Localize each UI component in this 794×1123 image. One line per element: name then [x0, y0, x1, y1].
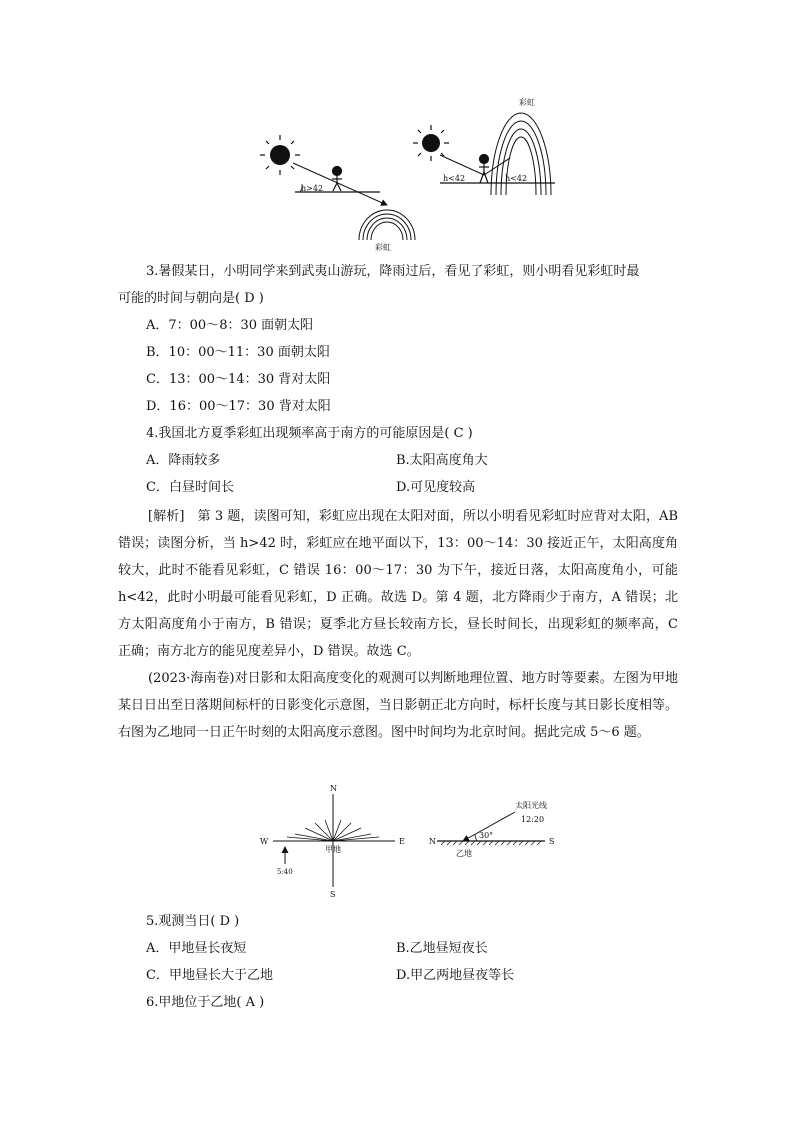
q5-stem: 5.观测当日( D ): [146, 914, 240, 929]
place-label: 乙地: [456, 849, 472, 858]
q5-option-b: B.乙地昼短夜长: [396, 941, 488, 956]
rainbow-diagram-right: [413, 97, 555, 195]
q5-option-c: C．甲地昼长大于乙地: [146, 968, 273, 983]
sun-icon: [413, 125, 449, 161]
shadow-lines: [287, 818, 379, 841]
q4-option-d: D.可见度较高: [396, 480, 476, 495]
east-label: E: [399, 837, 405, 846]
q3-option-d: D．16：00～17：30 背对太阳: [146, 399, 331, 414]
angle-label: 30°: [479, 831, 494, 840]
south-label: S: [549, 837, 555, 846]
sun-icon: [260, 135, 300, 175]
q4-option-c: C．白昼时间长: [146, 480, 234, 495]
rainbow-arcs: [359, 210, 415, 240]
angle-label-right: h<42: [505, 174, 528, 183]
angle-label: h>42: [301, 184, 324, 193]
q5-option-d: D.甲乙两地昼夜等长: [396, 968, 515, 983]
shadow-diagram-left: [260, 784, 405, 899]
q3-stem-line1: 3.暑假某日，小明同学来到武夷山游玩，降雨过后，看见了彩虹，则小明看见彩虹时最: [146, 264, 640, 279]
rainbow-figure: [255, 95, 575, 255]
north-label: N: [429, 837, 436, 846]
q3-option-c: C．13：00～14：30 背对太阳: [146, 372, 331, 387]
shadow-figure: [255, 782, 565, 902]
q3-option-b: B．10：00～11：30 面朝太阳: [146, 345, 330, 360]
analysis-text: [解析] 第 3 题，读图可知，彩虹应出现在太阳对面，所以小明看见彩虹时应背对太阳，AB 错误；读图分析，当 h>42 时，彩虹应在地平面以下，13：00～14：30 接近正午，太阳高度角较大，此时不能看见彩虹，C 错误 16：00～17：30 为下午，接近日落，太阳高度角小，可能 h<42，此时小明最可能看见彩虹，D 正确。故选 D。第 4 题，北方降雨少于南方，A 错误；北方太阳高度角小于南方，B 错误；夏季北方昼长较南方长，昼长时间长，出现彩虹的频率高，C 正确；南方北方的能见度差异小，D 错误。故选 C。: [118, 509, 678, 659]
north-label: N: [330, 784, 337, 793]
sun-altitude-diagram-right: [429, 800, 554, 858]
q4-stem: 4.我国北方夏季彩虹出现频率高于南方的可能原因是( C ): [146, 426, 473, 441]
ray-label: 太阳光线: [515, 801, 547, 810]
place-label: 甲地: [325, 845, 341, 854]
q4-option-b: B.太阳高度角大: [396, 453, 488, 468]
q6-stem: 6.甲地位于乙地( A ): [146, 995, 265, 1010]
person-icon: [479, 155, 489, 184]
noon-time: 12:20: [521, 815, 545, 824]
rainbow-diagram-left: [260, 135, 415, 252]
angle-label-left: h<42: [443, 174, 466, 183]
q3-option-a: A．7：00～8：30 面朝太阳: [146, 318, 314, 333]
south-label: S: [330, 890, 336, 899]
sunrise-time: 5:40: [277, 868, 293, 876]
sun-ray: [440, 155, 484, 175]
q3-stem-line2: 可能的时间与朝向是( D ): [118, 291, 264, 306]
q4-option-a: A．降雨较多: [146, 453, 221, 468]
q5-6-intro: (2023·海南卷)对日影和太阳高度变化的观测可以判断地理位置、地方时等要素。左图为甲地某日日出至日落期间标杆的日影变化示意图，当日影朝正北方向时，标杆长度与其日影长度相等。右图为乙地同一日正午时刻的太阳高度示意图。图中时间均为北京时间。据此完成 5～6 题。: [118, 671, 678, 740]
rainbow-label: 彩虹: [519, 98, 535, 107]
west-label: W: [260, 837, 269, 846]
q5-option-a: A．甲地昼长夜短: [146, 941, 247, 956]
person-icon: [332, 167, 342, 192]
rainbow-label: 彩虹: [375, 243, 391, 252]
